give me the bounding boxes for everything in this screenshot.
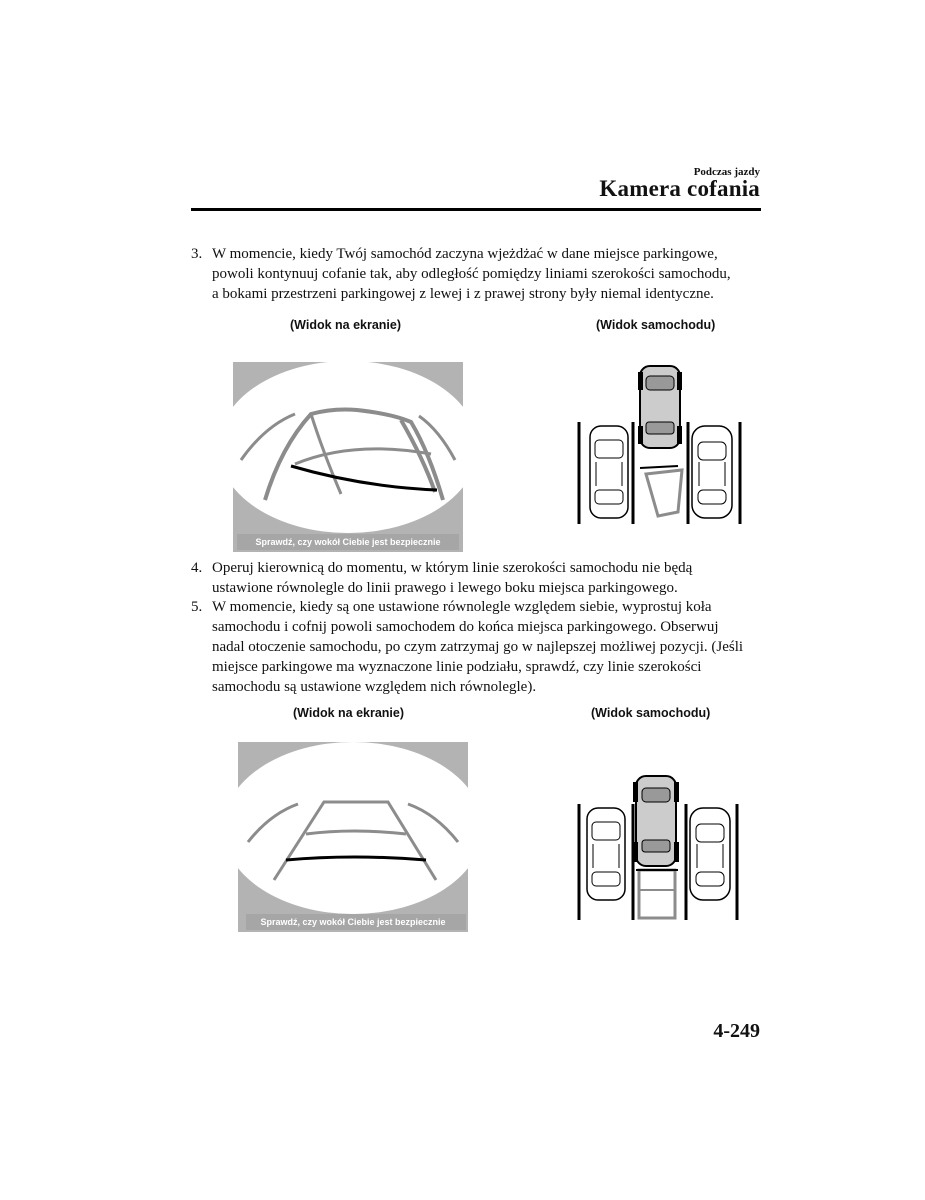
page-title: Kamera cofania bbox=[599, 176, 760, 201]
figure-2-screen-view bbox=[238, 742, 468, 932]
step-line: W momencie, kiedy Twój samochód zaczyna wjeżdżać w dane miejsce parkingowe, bbox=[212, 246, 718, 262]
step-line: Operuj kierownicą do momentu, w którym linie szerokości samochodu nie będą bbox=[212, 560, 693, 576]
step-number: 5. bbox=[191, 599, 203, 615]
step-line: nadal otoczenie samochodu, po czym zatrzymaj go w najlepszej możliwej pozycji. (Jeśli bbox=[212, 639, 744, 655]
page-number: 4-249 bbox=[713, 1020, 760, 1042]
figure-1-vehicle-view bbox=[574, 362, 744, 527]
parked-car-left bbox=[587, 808, 625, 900]
step-line: samochodu i cofnij powoli samochodem do końca miejsca parkingowego. Obserwuj bbox=[212, 619, 719, 635]
rear-camera-screen-illustration bbox=[233, 362, 463, 552]
step-line: a bokami przestrzeni parkingowej z lewej i z prawej strony były niemal identyczne. bbox=[212, 286, 714, 302]
parking-top-view-illustration bbox=[570, 772, 740, 922]
figure-1-vehicle-label: (Widok samochodu) bbox=[596, 318, 716, 332]
parked-car-left bbox=[590, 426, 628, 518]
step-line: miejsce parkingowe ma wyznaczone linie podziału, sprawdź, czy linie szerokości bbox=[212, 659, 702, 675]
screen-caption: Sprawdź, czy wokół Ciebie jest bezpiecznie bbox=[255, 537, 441, 547]
section-label: Podczas jazdy bbox=[693, 166, 760, 178]
figure-2-vehicle-view bbox=[570, 772, 740, 922]
parked-car-right bbox=[690, 808, 730, 900]
own-car bbox=[638, 366, 682, 448]
parked-car-right bbox=[692, 426, 732, 518]
header-rule bbox=[191, 208, 761, 211]
step-number: 3. bbox=[191, 246, 203, 262]
step-line: powoli kontynuuj cofanie tak, aby odległość pomiędzy liniami szerokości samochodu, bbox=[212, 266, 731, 282]
step-line: samochodu są ustawione względem nich równolegle). bbox=[212, 679, 537, 695]
own-car bbox=[633, 776, 679, 866]
rear-camera-screen-illustration bbox=[238, 742, 468, 932]
screen-caption: Sprawdź, czy wokół Ciebie jest bezpiecznie bbox=[260, 917, 446, 927]
step-line: ustawione równolegle do linii prawego i lewego boku miejsca parkingowego. bbox=[212, 580, 678, 596]
step-line: W momencie, kiedy są one ustawione równolegle względem siebie, wyprostuj koła bbox=[212, 599, 712, 615]
step-text bbox=[212, 597, 767, 697]
figure-1-screen-label: (Widok na ekranie) bbox=[290, 318, 402, 332]
figure-1-screen-view bbox=[233, 362, 463, 552]
step-text bbox=[212, 244, 767, 304]
parking-top-view-illustration bbox=[574, 362, 744, 527]
step-number: 4. bbox=[191, 560, 203, 576]
step-text bbox=[212, 558, 767, 598]
figure-2-screen-label: (Widok na ekranie) bbox=[293, 706, 405, 720]
figure-2-vehicle-label: (Widok samochodu) bbox=[591, 706, 711, 720]
